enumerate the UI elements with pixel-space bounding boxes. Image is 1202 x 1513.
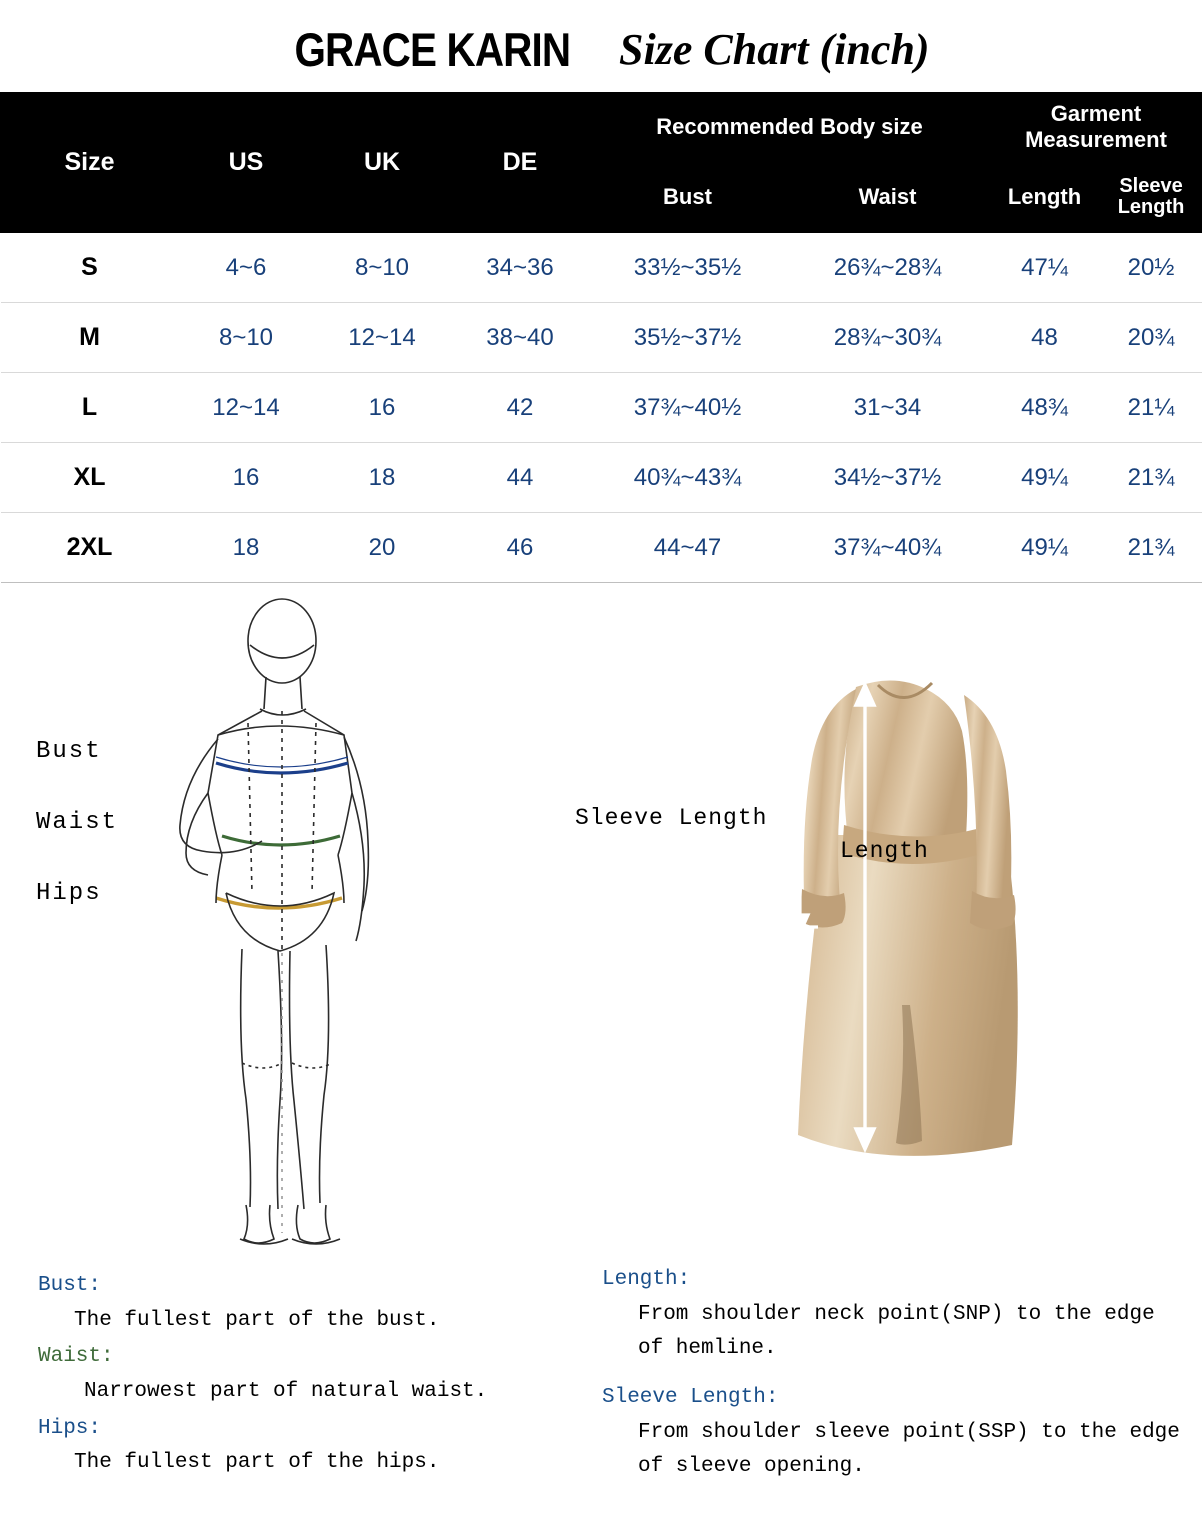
col-header-waist: Waist xyxy=(786,161,990,233)
cell-de: 42 xyxy=(451,373,590,443)
cell-us: 18 xyxy=(179,513,314,583)
note-body-hips: The fullest part of the hips. xyxy=(38,1446,578,1481)
label-waist: Waist xyxy=(36,809,118,836)
note-body-bust: The fullest part of the bust. xyxy=(38,1304,578,1339)
cell-de: 46 xyxy=(451,513,590,583)
col-header-size: Size xyxy=(1,93,179,233)
note-term-waist: Waist: xyxy=(38,1345,114,1368)
cell-uk: 18 xyxy=(314,443,451,513)
size-chart-table xyxy=(0,92,1202,583)
body-measure-labels xyxy=(36,738,118,951)
cell-size: M xyxy=(1,303,179,373)
note-length xyxy=(602,1263,1182,1367)
cell-length: 48¾ xyxy=(990,373,1100,443)
cell-length: 49¼ xyxy=(990,443,1100,513)
cell-length: 49¼ xyxy=(990,513,1100,583)
col-header-sleeve-length: Sleeve Length xyxy=(1100,161,1202,233)
col-header-uk: UK xyxy=(314,93,451,233)
cell-size: L xyxy=(1,373,179,443)
cell-waist: 26¾~28¾ xyxy=(786,233,990,303)
label-sleeve-length: Sleeve Length xyxy=(575,805,767,831)
note-term-length: Length: xyxy=(602,1268,690,1291)
note-body-waist: Narrowest part of natural waist. xyxy=(38,1375,578,1410)
page-title: Size Chart (inch) xyxy=(619,24,930,75)
cell-uk: 12~14 xyxy=(314,303,451,373)
illustration-area xyxy=(0,583,1202,1263)
col-header-length: Length xyxy=(990,161,1100,233)
cell-de: 38~40 xyxy=(451,303,590,373)
note-term-bust: Bust: xyxy=(38,1274,101,1297)
cell-us: 12~14 xyxy=(179,373,314,443)
note-body-sleeve-length: From shoulder sleeve point(SSP) to the edge of sleeve opening. xyxy=(602,1416,1182,1485)
cell-bust: 33½~35½ xyxy=(590,233,786,303)
cell-sleeve: 20¾ xyxy=(1100,303,1202,373)
cell-bust: 37¾~40½ xyxy=(590,373,786,443)
cell-size: XL xyxy=(1,443,179,513)
cell-bust: 44~47 xyxy=(590,513,786,583)
col-group-recommended-body-size: Recommended Body size xyxy=(590,93,990,161)
cell-sleeve: 21¼ xyxy=(1100,373,1202,443)
note-term-hips: Hips: xyxy=(38,1417,101,1440)
cell-sleeve: 20½ xyxy=(1100,233,1202,303)
table-row xyxy=(1,513,1202,583)
page-header xyxy=(0,0,1202,92)
cell-bust: 35½~37½ xyxy=(590,303,786,373)
note-term-sleeve-length: Sleeve Length: xyxy=(602,1386,778,1409)
label-length: Length xyxy=(840,838,929,864)
sleeve-length-arrow xyxy=(770,711,830,941)
brand-logo: GRACE KARIN xyxy=(295,22,571,77)
cell-size: S xyxy=(1,233,179,303)
cell-de: 44 xyxy=(451,443,590,513)
note-hips xyxy=(38,1412,578,1481)
cell-bust: 40¾~43¾ xyxy=(590,443,786,513)
cell-length: 48 xyxy=(990,303,1100,373)
col-header-de: DE xyxy=(451,93,590,233)
cell-sleeve: 21¾ xyxy=(1100,443,1202,513)
label-hips: Hips xyxy=(36,880,118,907)
col-header-us: US xyxy=(179,93,314,233)
cell-waist: 28¾~30¾ xyxy=(786,303,990,373)
length-arrow xyxy=(845,683,885,1153)
table-row xyxy=(1,373,1202,443)
table-row xyxy=(1,233,1202,303)
cell-waist: 37¾~40¾ xyxy=(786,513,990,583)
col-header-bust: Bust xyxy=(590,161,786,233)
cell-us: 8~10 xyxy=(179,303,314,373)
cell-length: 47¼ xyxy=(990,233,1100,303)
table-row xyxy=(1,303,1202,373)
note-waist xyxy=(38,1340,578,1409)
notes-right-column xyxy=(602,1263,1182,1487)
cell-sleeve: 21¾ xyxy=(1100,513,1202,583)
cell-us: 4~6 xyxy=(179,233,314,303)
mannequin-figure xyxy=(130,593,550,1253)
cell-size: 2XL xyxy=(1,513,179,583)
cell-waist: 34½~37½ xyxy=(786,443,990,513)
table-row xyxy=(1,443,1202,513)
notes-section xyxy=(0,1263,1202,1513)
note-bust xyxy=(38,1269,578,1338)
cell-de: 34~36 xyxy=(451,233,590,303)
cell-uk: 8~10 xyxy=(314,233,451,303)
notes-left-column xyxy=(38,1269,578,1483)
cell-uk: 16 xyxy=(314,373,451,443)
cell-us: 16 xyxy=(179,443,314,513)
note-sleeve-length xyxy=(602,1381,1182,1485)
cell-uk: 20 xyxy=(314,513,451,583)
col-group-garment-measurement: Garment Measurement xyxy=(990,93,1202,161)
label-bust: Bust xyxy=(36,738,118,765)
note-body-length: From shoulder neck point(SNP) to the edge of hemline. xyxy=(602,1298,1182,1367)
cell-waist: 31~34 xyxy=(786,373,990,443)
